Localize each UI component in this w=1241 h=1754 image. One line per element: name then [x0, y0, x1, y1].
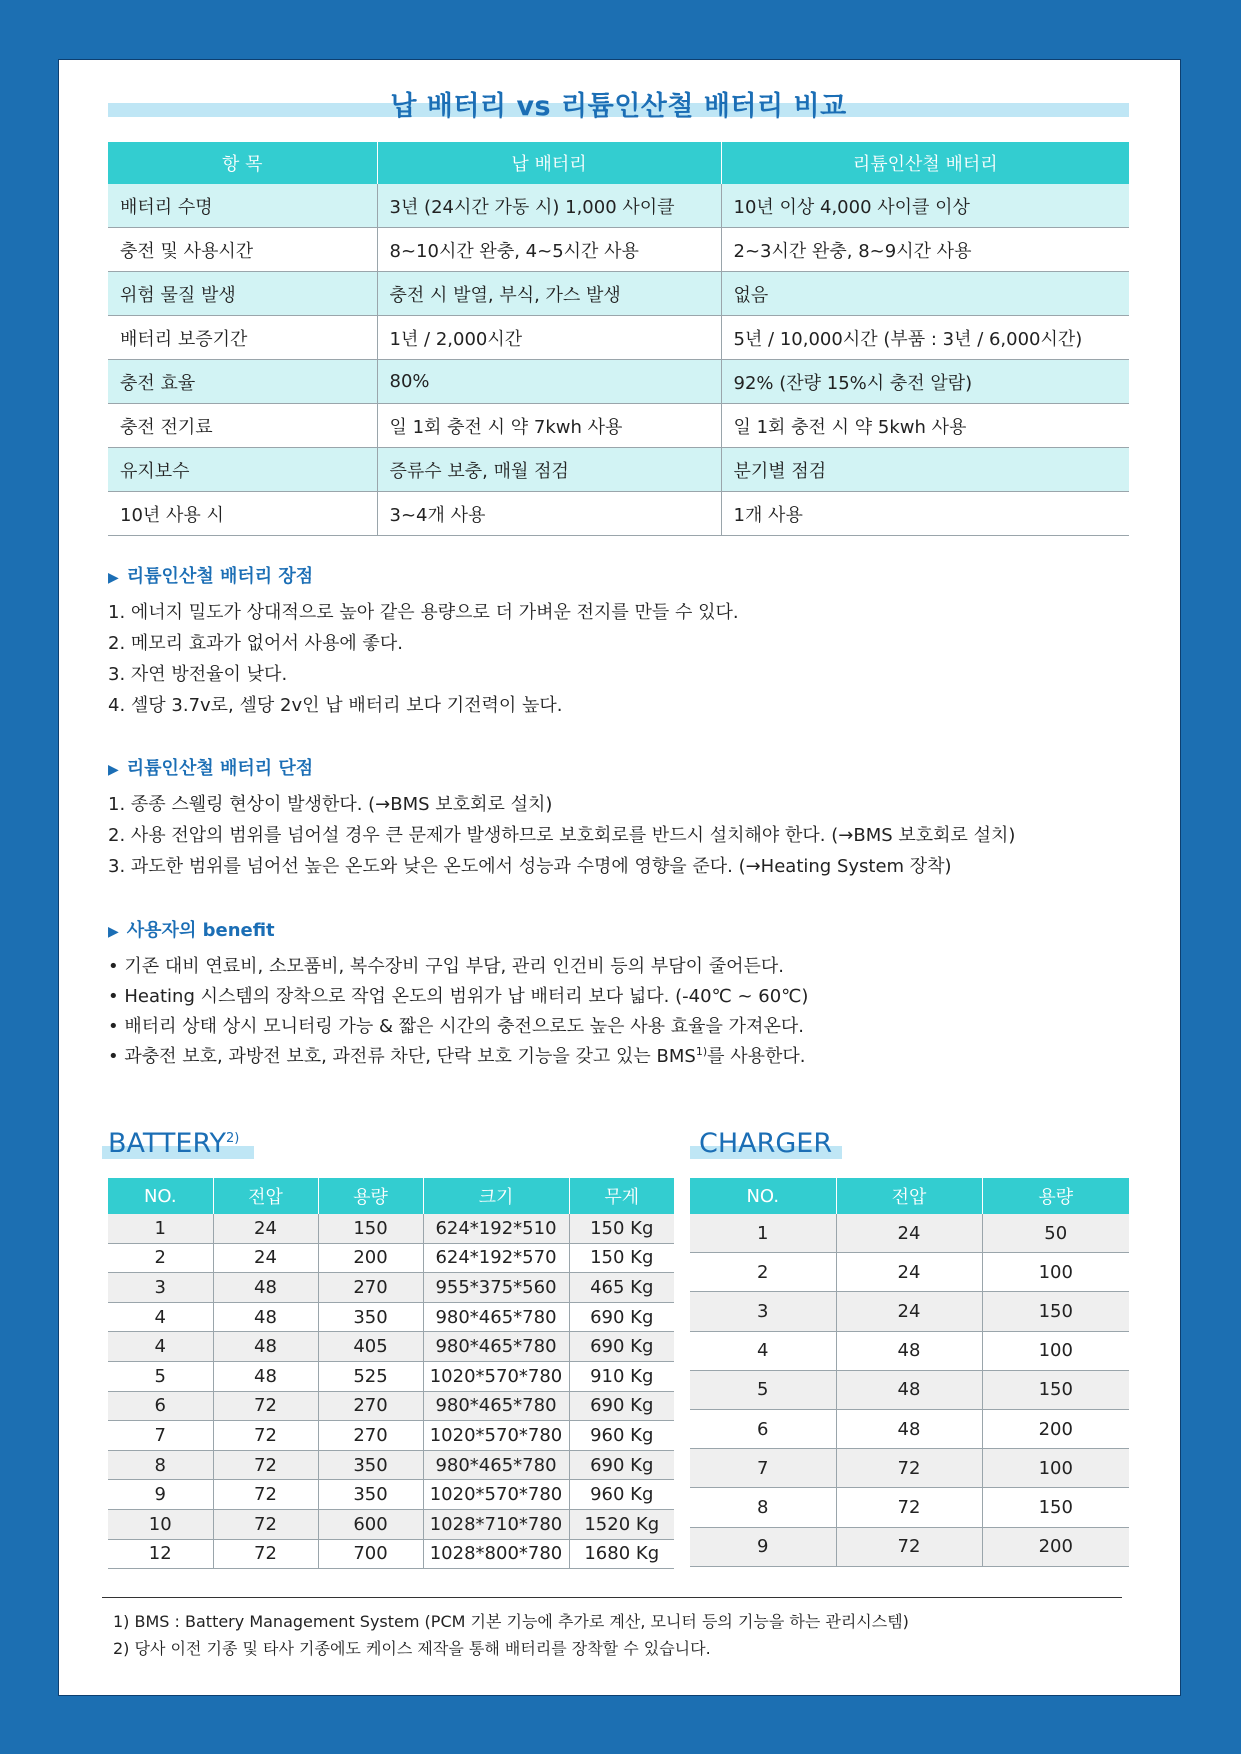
table-row [690, 1253, 1129, 1292]
table-cell: 48 [213, 1273, 318, 1303]
table-cell: 350 [318, 1480, 423, 1510]
table-row [690, 1370, 1129, 1409]
table-cell: 72 [213, 1509, 318, 1539]
table-cell: 48 [213, 1361, 318, 1391]
table-cell: 4 [690, 1331, 836, 1370]
list-item: 4. 셀당 3.7v로, 셀당 2v인 납 배터리 보다 기전력이 높다. [108, 695, 563, 716]
footnote: 2) 당사 이전 기종 및 타사 기종에도 케이스 제작을 통해 배터리를 장착할 수 있습니다. [113, 1639, 711, 1658]
table-cell: 24 [213, 1214, 318, 1243]
table-cell: 9 [108, 1480, 213, 1510]
table-cell: 2~3시간 완충, 8~9시간 사용 [721, 228, 1129, 272]
table-cell: 980*465*780 [423, 1332, 569, 1362]
table-row [108, 316, 1129, 360]
table-row [108, 492, 1129, 536]
table-cell: 6 [690, 1409, 836, 1448]
column-header: 용량 [982, 1178, 1129, 1214]
column-header: 전압 [836, 1178, 982, 1214]
table-row [108, 1421, 674, 1451]
table-cell: 3 [108, 1273, 213, 1303]
table-cell: 1020*570*780 [423, 1480, 569, 1510]
table-cell: 3년 (24시간 가동 시) 1,000 사이클 [377, 184, 721, 228]
table-cell: 10 [108, 1509, 213, 1539]
table-cell: 700 [318, 1539, 423, 1569]
table-cell: 600 [318, 1509, 423, 1539]
table-cell: 150 [982, 1292, 1129, 1331]
table-cell: 24 [836, 1292, 982, 1331]
table-cell: 유지보수 [108, 448, 377, 492]
table-cell: 24 [836, 1253, 982, 1292]
list-item: • Heating 시스템의 장착으로 작업 온도의 범위가 납 배터리 보다 넓다. (-40℃ ~ 60℃) [108, 986, 809, 1007]
table-row [690, 1449, 1129, 1488]
table-cell: 48 [836, 1409, 982, 1448]
table-cell: 150 Kg [569, 1243, 674, 1273]
table-cell: 충전 시 발열, 부식, 가스 발생 [377, 272, 721, 316]
table-row [108, 1361, 674, 1391]
table-cell: 48 [836, 1370, 982, 1409]
table-cell: 960 Kg [569, 1421, 674, 1451]
column-header: 용량 [318, 1178, 423, 1214]
table-cell: 4 [108, 1302, 213, 1332]
table-cell: 3~4개 사용 [377, 492, 721, 536]
table-cell: 위험 물질 발생 [108, 272, 377, 316]
list-item: 1. 종종 스웰링 현상이 발생한다. (→BMS 보호회로 설치) [108, 794, 553, 815]
table-row [108, 1539, 674, 1569]
benefit-heading: ▶ 사용자의 benefit [108, 920, 275, 941]
table-cell: 7 [108, 1421, 213, 1451]
table-cell: 150 [318, 1214, 423, 1243]
table-cell: 일 1회 충전 시 약 5kwh 사용 [721, 404, 1129, 448]
table-cell: 24 [213, 1243, 318, 1273]
table-cell: 150 Kg [569, 1214, 674, 1243]
header-lead-battery: 납 배터리 [377, 142, 721, 184]
table-cell: 200 [982, 1409, 1129, 1448]
table-cell: 배터리 보증기간 [108, 316, 377, 360]
table-cell: 72 [213, 1391, 318, 1421]
table-cell: 8~10시간 완충, 4~5시간 사용 [377, 228, 721, 272]
table-cell: 5 [108, 1361, 213, 1391]
list-item: 2. 메모리 효과가 없어서 사용에 좋다. [108, 633, 403, 654]
table-row [108, 272, 1129, 316]
table-cell: 465 Kg [569, 1273, 674, 1303]
table-cell: 일 1회 충전 시 약 7kwh 사용 [377, 404, 721, 448]
table-cell: 1 [690, 1214, 836, 1253]
table-cell: 12 [108, 1539, 213, 1569]
table-row [690, 1331, 1129, 1370]
table-row [108, 1302, 674, 1332]
table-cell: 690 Kg [569, 1391, 674, 1421]
table-cell: 690 Kg [569, 1332, 674, 1362]
header-item: 항 목 [108, 142, 377, 184]
triangle-bullet-icon: ▶ [108, 570, 119, 586]
table-cell: 980*465*780 [423, 1450, 569, 1480]
table-cell: 5년 / 10,000시간 (부품 : 3년 / 6,000시간) [721, 316, 1129, 360]
column-header: 전압 [213, 1178, 318, 1214]
table-cell: 1680 Kg [569, 1539, 674, 1569]
table-row [108, 1480, 674, 1510]
table-cell: 100 [982, 1253, 1129, 1292]
table-cell: 72 [836, 1488, 982, 1527]
battery-title: BATTERY$^{2)}$ [108, 1128, 240, 1159]
table-cell: 72 [213, 1421, 318, 1451]
table-cell: 8 [690, 1488, 836, 1527]
table-cell: 72 [836, 1449, 982, 1488]
table-cell: 270 [318, 1273, 423, 1303]
table-cell: 1 [108, 1214, 213, 1243]
document-page [58, 59, 1181, 1696]
table-cell: 8 [108, 1450, 213, 1480]
table-cell: 1년 / 2,000시간 [377, 316, 721, 360]
table-cell: 200 [318, 1243, 423, 1273]
table-cell: 405 [318, 1332, 423, 1362]
table-cell: 충전 전기료 [108, 404, 377, 448]
table-cell: 충전 효율 [108, 360, 377, 404]
triangle-bullet-icon: ▶ [108, 762, 119, 778]
table-cell: 150 [982, 1370, 1129, 1409]
table-cell: 72 [836, 1527, 982, 1566]
table-cell: 690 Kg [569, 1450, 674, 1480]
table-cell: 48 [836, 1331, 982, 1370]
table-cell: 1028*800*780 [423, 1539, 569, 1569]
table-row [108, 228, 1129, 272]
table-cell: 980*465*780 [423, 1391, 569, 1421]
header-lithium-battery: 리튬인산철 배터리 [721, 142, 1129, 184]
table-row [108, 1332, 674, 1362]
comparison-table [108, 142, 1129, 536]
column-header: NO. [108, 1178, 213, 1214]
table-cell: 690 Kg [569, 1302, 674, 1332]
list-item: • 배터리 상태 상시 모니터링 가능 & 짧은 시간의 충전으로도 높은 사용 효율을 가져온다. [108, 1016, 804, 1037]
table-cell: 624*192*510 [423, 1214, 569, 1243]
table-cell: 10년 사용 시 [108, 492, 377, 536]
table-cell: 624*192*570 [423, 1243, 569, 1273]
table-cell: 72 [213, 1480, 318, 1510]
column-header: 무게 [569, 1178, 674, 1214]
list-item: 1. 에너지 밀도가 상대적으로 높아 같은 용량으로 더 가벼운 전지를 만들 수 있다. [108, 602, 739, 623]
table-row [108, 1273, 674, 1303]
table-cell: 4 [108, 1332, 213, 1362]
table-cell: 980*465*780 [423, 1302, 569, 1332]
triangle-bullet-icon: ▶ [108, 924, 119, 940]
table-row [690, 1292, 1129, 1331]
disadvantages-heading: ▶ 리튬인산철 배터리 단점 [108, 758, 314, 779]
table-row [690, 1488, 1129, 1527]
table-cell: 350 [318, 1450, 423, 1480]
table-cell: 960 Kg [569, 1480, 674, 1510]
footnote-ref: 1) [695, 1045, 708, 1058]
table-cell: 350 [318, 1302, 423, 1332]
battery-header-row [108, 1178, 674, 1214]
table-cell: 없음 [721, 272, 1129, 316]
table-cell: 72 [213, 1450, 318, 1480]
list-item: 2. 사용 전압의 범위를 넘어설 경우 큰 문제가 발생하므로 보호회로를 반드시 설치해야 한다. (→BMS 보호회로 설치) [108, 825, 1016, 846]
page-title: 납 배터리 vs 리튬인산철 배터리 비교 [390, 91, 847, 122]
list-item: 3. 자연 방전율이 낮다. [108, 664, 288, 685]
column-header: NO. [690, 1178, 836, 1214]
table-cell: 5 [690, 1370, 836, 1409]
table-cell: 배터리 수명 [108, 184, 377, 228]
table-cell: 48 [213, 1332, 318, 1362]
table-cell: 80% [377, 360, 721, 404]
footnote-ref: 2) [226, 1131, 240, 1146]
table-row [690, 1527, 1129, 1566]
footnote-divider [102, 1597, 1122, 1598]
charger-table [690, 1178, 1129, 1567]
table-cell: 910 Kg [569, 1361, 674, 1391]
table-cell: 955*375*560 [423, 1273, 569, 1303]
table-cell: 50 [982, 1214, 1129, 1253]
footnote: 1) BMS : Battery Management System (PCM 기본 기능에 추가로 계산, 모니터 등의 기능을 하는 관리시스템) [113, 1612, 909, 1631]
column-header: 크기 [423, 1178, 569, 1214]
list-item: • 기존 대비 연료비, 소모품비, 복수장비 구입 부담, 관리 인건비 등의 부담이 줄어든다. [108, 956, 784, 977]
charger-title: CHARGER [699, 1128, 833, 1159]
table-row [108, 1391, 674, 1421]
table-cell: 1028*710*780 [423, 1509, 569, 1539]
battery-table [108, 1178, 674, 1569]
table-row [108, 404, 1129, 448]
table-cell: 100 [982, 1449, 1129, 1488]
table-cell: 48 [213, 1302, 318, 1332]
advantages-heading: ▶ 리튬인산철 배터리 장점 [108, 566, 314, 587]
table-cell: 92% (잔량 15%시 충전 알람) [721, 360, 1129, 404]
table-cell: 100 [982, 1331, 1129, 1370]
table-cell: 9 [690, 1527, 836, 1566]
table-cell: 1개 사용 [721, 492, 1129, 536]
table-cell: 2 [690, 1253, 836, 1292]
table-cell: 증류수 보충, 매월 점검 [377, 448, 721, 492]
table-cell: 150 [982, 1488, 1129, 1527]
table-cell: 10년 이상 4,000 사이클 이상 [721, 184, 1129, 228]
table-row [690, 1409, 1129, 1448]
table-row [108, 1450, 674, 1480]
table-cell: 7 [690, 1449, 836, 1488]
table-cell: 1020*570*780 [423, 1421, 569, 1451]
table-row [690, 1214, 1129, 1253]
table-row [108, 448, 1129, 492]
table-cell: 1520 Kg [569, 1509, 674, 1539]
table-cell: 3 [690, 1292, 836, 1331]
table-cell: 6 [108, 1391, 213, 1421]
table-cell: 200 [982, 1527, 1129, 1566]
table-row [108, 1509, 674, 1539]
table-cell: 525 [318, 1361, 423, 1391]
table-cell: 270 [318, 1421, 423, 1451]
table-cell: 24 [836, 1214, 982, 1253]
table-cell: 충전 및 사용시간 [108, 228, 377, 272]
list-item: 3. 과도한 범위를 넘어선 높은 온도와 낮은 온도에서 성능과 수명에 영향을 준다. (→Heating System 장착) [108, 856, 952, 877]
table-row [108, 1243, 674, 1273]
list-item: • 과충전 보호, 과방전 보호, 과전류 차단, 단락 보호 기능을 갖고 있는 BMS$^{1)}$를 사용한다. [108, 1045, 806, 1067]
charger-header-row [690, 1178, 1129, 1214]
table-cell: 1020*570*780 [423, 1361, 569, 1391]
table-cell: 72 [213, 1539, 318, 1569]
table-cell: 2 [108, 1243, 213, 1273]
table-cell: 270 [318, 1391, 423, 1421]
table-row [108, 360, 1129, 404]
table-row [108, 184, 1129, 228]
table-cell: 분기별 점검 [721, 448, 1129, 492]
comparison-header-row [108, 142, 1129, 184]
table-row [108, 1214, 674, 1243]
